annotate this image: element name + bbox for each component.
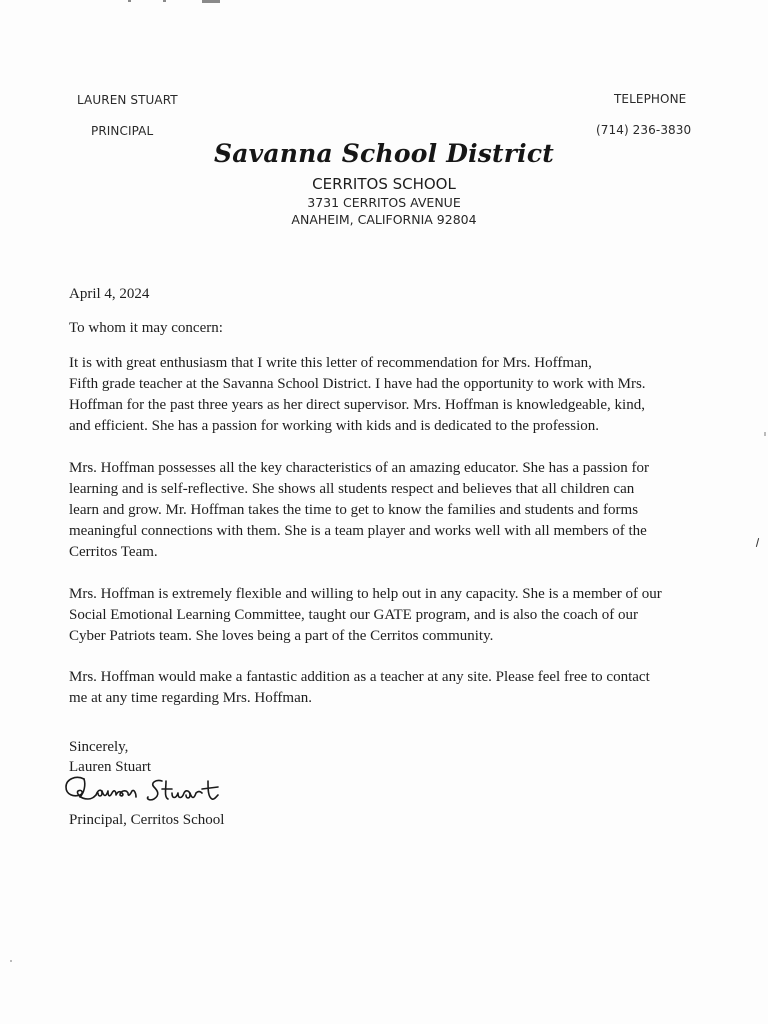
closing-text: Sincerely, — [69, 739, 129, 755]
paragraph-line: Mrs. Hoffman possesses all the key characteristics of an amazing educator. She has a passion for — [69, 460, 649, 476]
paragraph-line: learning and is self-reflective. She shows all students respect and believes that all children can — [69, 481, 635, 497]
signer-name: Lauren Stuart — [69, 759, 152, 775]
district-name: Savanna School District — [213, 139, 555, 168]
address-line-2: ANAHEIM, CALIFORNIA 92804 — [291, 212, 477, 227]
paragraph-line: Cerritos Team. — [69, 544, 158, 560]
paragraph-line: Social Emotional Learning Committee, taught our GATE program, and is also the coach of our — [69, 607, 639, 623]
principal-title-header: PRINCIPAL — [91, 124, 154, 138]
scan-mark-top — [202, 0, 220, 3]
telephone-label: TELEPHONE — [614, 92, 687, 106]
paragraph-line: Mrs. Hoffman is extremely flexible and willing to help out in any capacity. She is a member of our — [69, 586, 662, 602]
letter-date: April 4, 2024 — [69, 286, 150, 302]
scan-mark-top — [128, 0, 131, 2]
telephone-number: (714) 236-3830 — [596, 123, 692, 137]
paragraph-line: Hoffman for the past three years as her direct supervisor. Mrs. Hoffman is knowledgeable, kind, — [69, 397, 645, 413]
paragraph-line: and efficient. She has a passion for working with kids and is dedicated to the profession. — [69, 418, 600, 434]
body-paragraph-1 — [69, 353, 709, 437]
paragraph-line: Fifth grade teacher at the Savanna School District. I have had the opportunity to work with Mrs. — [69, 376, 646, 392]
signer-title: Principal, Cerritos School — [69, 812, 225, 828]
scan-mark-right — [764, 432, 766, 436]
body-paragraph-3 — [69, 584, 709, 647]
school-name: CERRITOS SCHOOL — [312, 175, 456, 193]
body-paragraph-2 — [69, 458, 709, 563]
handwritten-signature — [62, 771, 242, 807]
scan-mark-right — [756, 538, 759, 547]
address-line-1: 3731 CERRITOS AVENUE — [307, 195, 461, 210]
letter-salutation: To whom it may concern: — [69, 320, 223, 336]
paragraph-line: It is with great enthusiasm that I write this letter of recommendation for Mrs. Hoffman, — [69, 355, 592, 371]
paragraph-line: learn and grow. Mr. Hoffman takes the time to get to know the families and students and forms — [69, 502, 639, 518]
paragraph-line: me at any time regarding Mrs. Hoffman. — [69, 690, 312, 706]
paragraph-line: Mrs. Hoffman would make a fantastic addition as a teacher at any site. Please feel free to contact — [69, 669, 650, 685]
paragraph-line: Cyber Patriots team. She loves being a part of the Cerritos community. — [69, 628, 494, 644]
scan-mark-left — [10, 960, 12, 962]
paragraph-line: meaningful connections with them. She is a team player and works well with all members of the — [69, 523, 647, 539]
principal-name-header: LAUREN STUART — [77, 93, 178, 107]
scan-mark-top — [163, 0, 166, 2]
body-paragraph-4 — [69, 667, 709, 709]
